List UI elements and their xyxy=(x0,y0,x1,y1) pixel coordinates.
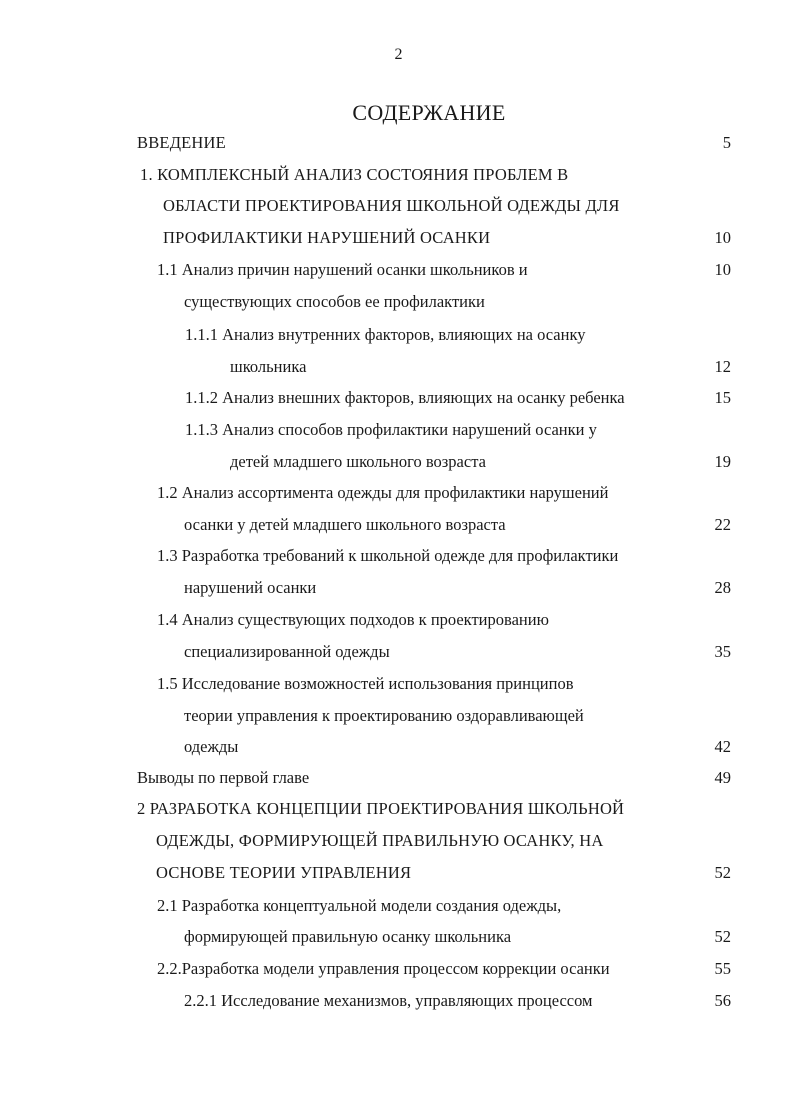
toc-entry-text: ПРОФИЛАКТИКИ НАРУШЕНИЙ ОСАНКИ xyxy=(163,228,491,247)
toc-entry-text: 1.1.2 Анализ внешних факторов, влияющих на осанку ребенка xyxy=(185,388,625,407)
toc-entry-page: 10 xyxy=(714,260,731,279)
toc-entry-text: 1.1 Анализ причин нарушений осанки школьников и xyxy=(157,260,528,279)
toc-entry-text: формирующей правильную осанку школьника xyxy=(184,927,512,946)
toc-entry-page: 12 xyxy=(714,357,731,376)
toc-entry-text: школьника xyxy=(230,357,307,376)
toc-entry-text: одежды xyxy=(184,737,239,756)
toc-entry-text: 2.2.Разработка модели управления процессом коррекции осанки xyxy=(157,959,610,978)
toc-entry-page: 56 xyxy=(714,991,731,1010)
toc-entry-page: 52 xyxy=(714,863,731,882)
toc-entry-page: 49 xyxy=(714,768,731,787)
toc-entry-text: 1.5 Исследование возможностей использования принципов xyxy=(157,674,574,693)
toc-entry-page: 19 xyxy=(714,452,731,471)
toc-entry-text: ОСНОВЕ ТЕОРИИ УПРАВЛЕНИЯ xyxy=(156,863,412,882)
toc-entry-text: Выводы по первой главе xyxy=(137,768,310,787)
toc-entry-text: осанки у детей младшего школьного возраста xyxy=(184,515,506,534)
toc-entry-text: 2 РАЗРАБОТКА КОНЦЕПЦИИ ПРОЕКТИРОВАНИЯ ШКОЛЬНОЙ xyxy=(137,799,625,818)
toc-entry-page: 10 xyxy=(714,228,731,247)
toc-entry-page: 15 xyxy=(714,388,731,407)
toc-entry-text: 1.1.1 Анализ внутренних факторов, влияющих на осанку xyxy=(185,325,586,344)
toc-entry-text: 2.1 Разработка концептуальной модели создания одежды, xyxy=(157,896,562,915)
toc-entry-page: 5 xyxy=(722,133,731,152)
toc-entry-page: 22 xyxy=(714,515,731,534)
toc-entry-text: 1.3 Разработка требований к школьной одежде для профилактики xyxy=(157,546,619,565)
toc-entry-text: 1.1.3 Анализ способов профилактики нарушений осанки у xyxy=(185,420,597,439)
toc-entry-page: 42 xyxy=(714,737,731,756)
toc-entry-text: детей младшего школьного возраста xyxy=(230,452,486,471)
toc-entry-text: теории управления к проектированию оздоравливающей xyxy=(184,706,584,725)
toc-entry-text: ОДЕЖДЫ, ФОРМИРУЮЩЕЙ ПРАВИЛЬНУЮ ОСАНКУ, НА xyxy=(156,831,604,850)
toc-entry-page: 35 xyxy=(714,642,731,661)
toc-entry-text: нарушений осанки xyxy=(184,578,317,597)
toc-entry-text: ВВЕДЕНИЕ xyxy=(137,133,226,152)
toc-entry-text: специализированной одежды xyxy=(184,642,390,661)
toc-entry-text: ОБЛАСТИ ПРОЕКТИРОВАНИЯ ШКОЛЬНОЙ ОДЕЖДЫ ДЛЯ xyxy=(163,196,620,215)
toc-entry-text: 1.2 Анализ ассортимента одежды для профилактики нарушений xyxy=(157,483,609,502)
toc-entry-text: 2.2.1 Исследование механизмов, управляющих процессом xyxy=(184,991,593,1010)
toc-entry-text: 1.4 Анализ существующих подходов к проектированию xyxy=(157,610,549,629)
toc-title: СОДЕРЖАНИЕ xyxy=(352,100,506,125)
toc-entry-page: 55 xyxy=(714,959,731,978)
page-number: 2 xyxy=(394,46,403,63)
toc-entry-text: существующих способов ее профилактики xyxy=(184,292,485,311)
toc-entry-page: 52 xyxy=(714,927,731,946)
toc-entry-text: 1. КОМПЛЕКСНЫЙ АНАЛИЗ СОСТОЯНИЯ ПРОБЛЕМ В xyxy=(140,165,569,184)
toc-entry-page: 28 xyxy=(714,578,731,597)
